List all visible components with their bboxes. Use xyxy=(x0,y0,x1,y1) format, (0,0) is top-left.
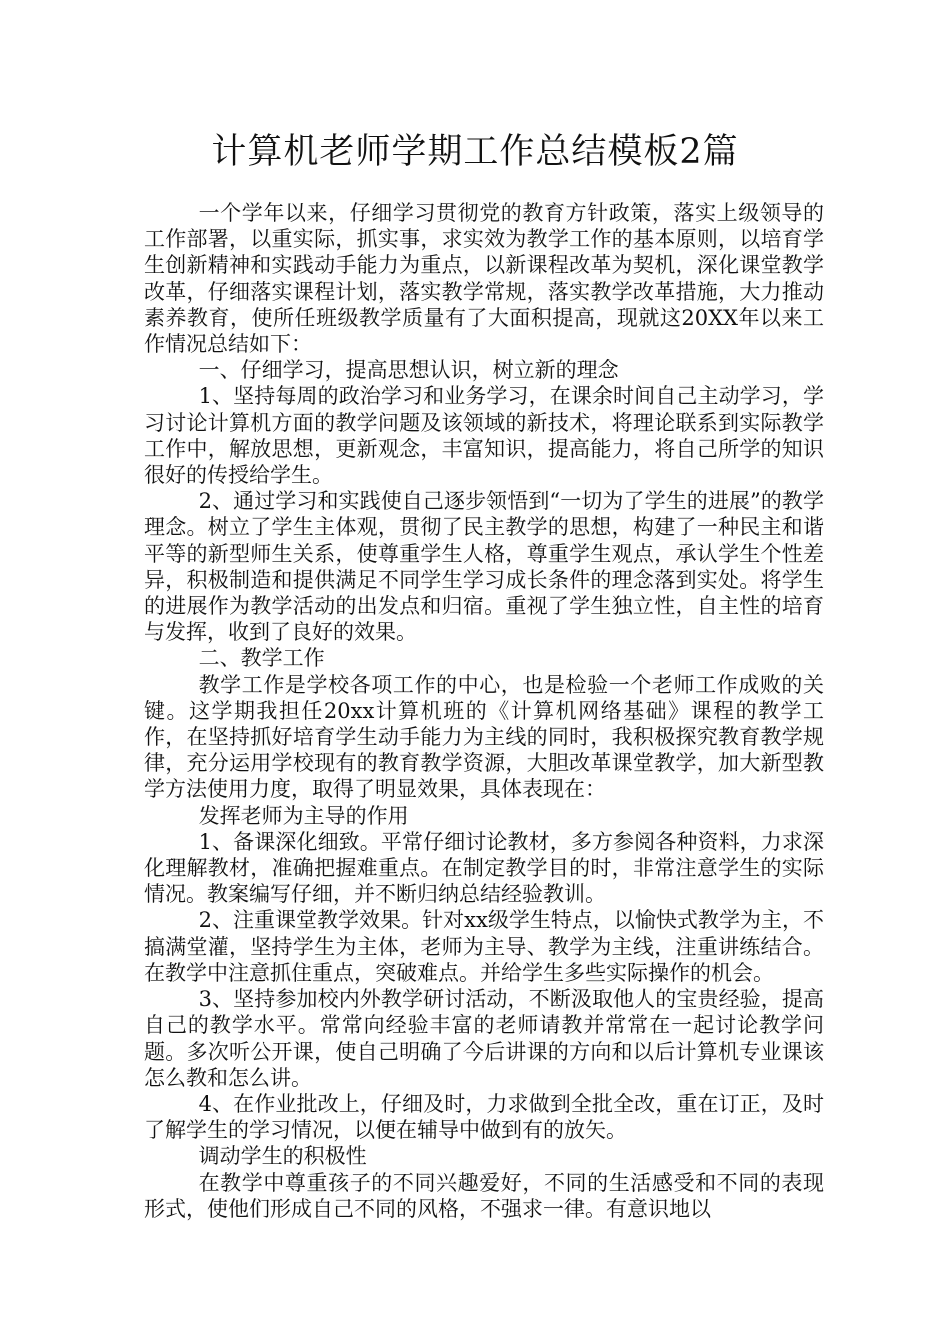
paragraph-research: 3、坚持参加校内外教学研讨活动，不断汲取他人的宝贵经验，提高自己的教学水平。常常向经验丰富的老师请教并常常在一起讨论教学问题。多次听公开课，使自己明确了今后讲课的方向和以后计算机专业课该怎么教和怎么讲。 xyxy=(144,987,824,1090)
paragraph-lesson-prep: 1、备课深化细致。平常仔细讨论教材，多方参阅各种资料，力求深化理解教材，准确把握难重点。在制定教学目的时，非常注意学生的实际情况。教案编写仔细，并不断归纳总结经验教训。 xyxy=(144,829,824,907)
paragraph-intro: 一个学年以来，仔细学习贯彻党的教育方针政策，落实上级领导的工作部署，以重实际，抓实事，求实效为教学工作的基本原则，以培育学生创新精神和实践动手能力为重点，以新课程改革为契机，深化课堂教学改革，仔细落实课程计划，落实教学常规，落实教学改革措施，大力推动素养教育，使所任班级教学质量有了大面积提高，现就这20XX年以来工作情况总结如下： xyxy=(144,201,824,357)
paragraph-study-2: 2、通过学习和实践使自己逐步领悟到“一切为了学生的进展”的教学理念。树立了学生主体观，贯彻了民主教学的思想，构建了一种民主和谐平等的新型师生关系，使尊重学生人格，尊重学生观点，承认学生个性差异，积极制造和提供满足不同学生学习成长条件的理念落到实处。将学生的进展作为教学活动的出发点和归宿。重视了学生独立性，自主性的培育与发挥，收到了良好的效果。 xyxy=(144,489,824,645)
document-title: 计算机老师学期工作总结模板2篇 xyxy=(211,132,739,172)
paragraph-teaching-intro: 教学工作是学校各项工作的中心，也是检验一个老师工作成败的关键。这学期我担任20xx计算机班的《计算机网络基础》课程的教学工作，在坚持抓好培育学生动手能力为主线的同时，我积极探究教育教学规律，充分运用学校现有的教育教学资源，大胆改革课堂教学，加大新型教学方法使用力度，取得了明显效果，具体表现在： xyxy=(144,672,824,802)
paragraph-classroom-effect: 2、注重课堂教学效果。针对xx级学生特点，以愉快式教学为主，不搞满堂灌，坚持学生为主体，老师为主导、教学为主线，注重讲练结合。在教学中注意抓住重点，突破难点。并给学生多些实际操作的机会。 xyxy=(144,908,824,985)
subheading-teacher-role: 发挥老师为主导的作用 xyxy=(198,803,409,828)
section-heading-2: 二、教学工作 xyxy=(198,646,325,671)
subheading-student-motivation: 调动学生的积极性 xyxy=(198,1144,367,1169)
paragraph-study-1: 1、坚持每周的政治学习和业务学习，在课余时间自己主动学习，学习讨论计算机方面的教学问题及该领域的新技术，将理论联系到实际教学工作中，解放思想，更新观念，丰富知识，提高能力，将自己所学的知识很好的传授给学生。 xyxy=(144,384,824,488)
paragraph-student-interest: 在教学中尊重孩子的不同兴趣爱好，不同的生活感受和不同的表现形式，使他们形成自己不同的风格，不强求一律。有意识地以 xyxy=(144,1170,824,1221)
paragraph-homework: 4、在作业批改上，仔细及时，力求做到全批全改，重在订正，及时了解学生的学习情况，以便在辅导中做到有的放矢。 xyxy=(144,1091,824,1143)
document-body xyxy=(144,200,824,1222)
section-heading-1: 一、仔细学习，提高思想认识，树立新的理念 xyxy=(198,358,619,383)
